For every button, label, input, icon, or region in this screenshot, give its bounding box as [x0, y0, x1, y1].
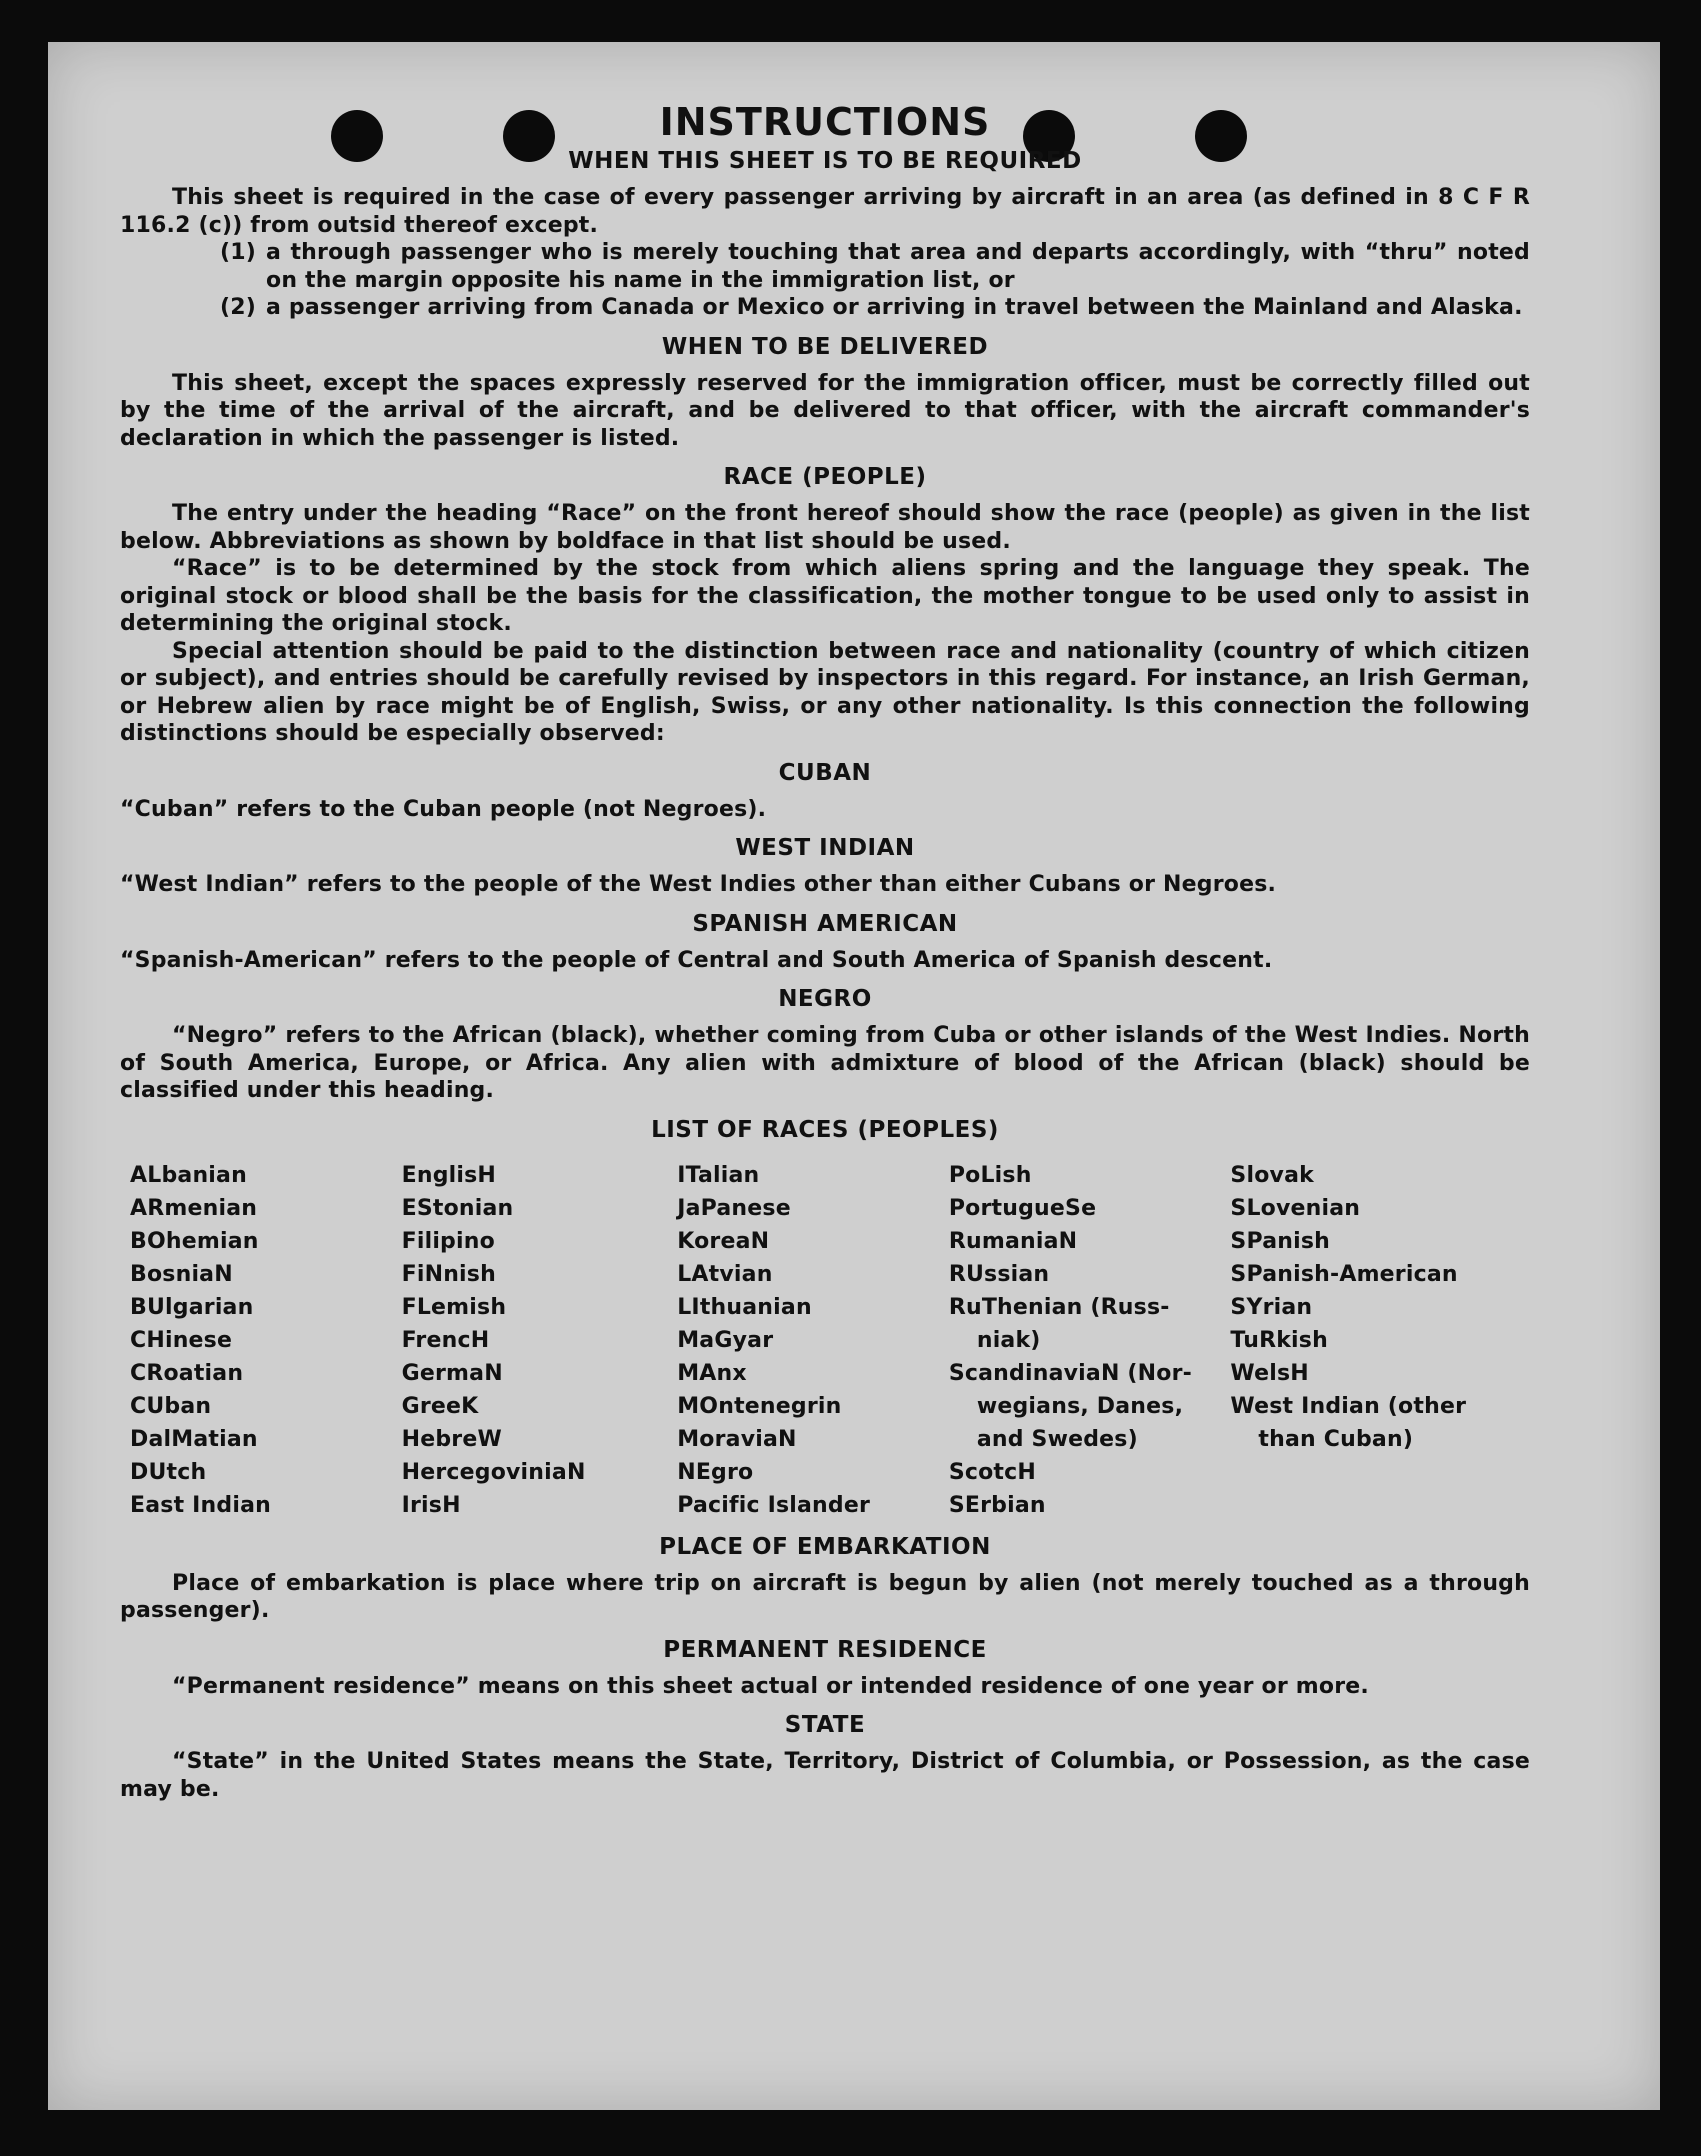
- paragraph-race-1: The entry under the heading “Race” on the front hereof should show the race (people) as given in the list below. Abbreviations as shown by boldface in that list should be used.: [120, 501, 1530, 554]
- race-list-item: FrencH: [401, 1327, 490, 1353]
- heading-state: STATE: [784, 1712, 866, 1738]
- race-list-item: FiNnish: [401, 1261, 496, 1287]
- race-list-item: SErbian: [948, 1492, 1046, 1518]
- race-list-item: RumaniaN: [948, 1228, 1078, 1254]
- race-list-item: SYrian: [1230, 1294, 1313, 1320]
- race-list-item: ARmenian: [130, 1195, 258, 1221]
- race-list-item: RuThenian (Russ-: [948, 1294, 1170, 1320]
- paragraph-embarkation: Place of embarkation is place where trip on aircraft is begun by alien (not merely touched as a through passenger).: [120, 1570, 1530, 1623]
- exception-item: [220, 239, 1530, 294]
- race-list-item: JaPanese: [677, 1195, 791, 1221]
- race-list-item: DUtch: [130, 1459, 207, 1485]
- race-list-item: PortugueSe: [948, 1195, 1097, 1221]
- race-list-item: LIthuanian: [677, 1294, 812, 1320]
- race-column: [677, 1159, 949, 1522]
- race-list-item: East Indian: [130, 1492, 271, 1518]
- race-list-item: MoraviaN: [677, 1426, 797, 1452]
- paragraph-race-3: Special attention should be paid to the distinction between race and nationality (country of which citizen or subject), and entries should be carefully revised by inspectors in this regard. For instance, an Irish German, or Hebrew alien by race might be of English, Swiss, or any other nationality. Is this connection the following distinctions should be especially observed:: [120, 638, 1530, 746]
- race-list-item: CHinese: [130, 1327, 233, 1353]
- item-number: (2): [220, 295, 257, 320]
- paragraph-when-delivered: This sheet, except the spaces expressly reserved for the immigration officer, must be correctly filled out by the time of the arrival of the aircraft, and be delivered to that officer, with the aircraft commander's declaration in which the passenger is listed.: [120, 370, 1530, 451]
- heading-list-of-races: LIST OF RACES (PEOPLES): [651, 1116, 999, 1143]
- race-column: [130, 1159, 402, 1522]
- race-list-item: GermaN: [401, 1360, 503, 1386]
- race-list-item: SLovenian: [1230, 1195, 1361, 1221]
- race-list-item: DalMatian: [130, 1426, 258, 1452]
- race-list-item: WelsH: [1230, 1360, 1309, 1386]
- race-column: [402, 1159, 678, 1522]
- paragraph-spanish-american: “Spanish-American” refers to the people of Central and South America of Spanish descent.: [120, 947, 1273, 973]
- race-list-item: Pacific Islander: [677, 1492, 871, 1518]
- race-list-item: PoLish: [948, 1162, 1032, 1188]
- paragraph-race-2: “Race” is to be determined by the stock from which aliens spring and the language they speak. The original stock or blood shall be the basis for the classification, the mother tongue to be used only to assist in determining the original stock.: [120, 556, 1530, 636]
- race-list-item: and Swedes): [976, 1426, 1138, 1452]
- heading-spanish-american: SPANISH AMERICAN: [692, 910, 958, 937]
- race-list-item: LAtvian: [677, 1261, 773, 1287]
- heading-negro: NEGRO: [778, 986, 872, 1012]
- race-column: [1230, 1159, 1530, 1522]
- heading-when-delivered: WHEN TO BE DELIVERED: [661, 333, 989, 360]
- race-column: [949, 1159, 1231, 1522]
- heading-race: RACE (PEOPLE): [723, 464, 927, 490]
- page-title: INSTRUCTIONS: [659, 100, 991, 144]
- item-number: (1): [220, 240, 257, 265]
- race-list-item: MOntenegrin: [677, 1393, 842, 1419]
- heading-west-indian: WEST INDIAN: [735, 835, 915, 861]
- race-list-item: West Indian (other: [1230, 1393, 1467, 1419]
- race-list: [130, 1159, 1530, 1522]
- race-list-item: ALbanian: [130, 1162, 247, 1188]
- race-list-item: HercegoviniaN: [401, 1459, 586, 1485]
- race-list-item: ScotcH: [948, 1459, 1036, 1485]
- race-list-item: KoreaN: [677, 1228, 770, 1254]
- race-list-item: SPanish-American: [1230, 1261, 1458, 1287]
- paragraph-state: “State” in the United States means the State, Territory, District of Columbia, or Possession, as the case may be.: [120, 1749, 1530, 1802]
- race-list-item: EnglisH: [401, 1162, 497, 1188]
- race-list-item: niak): [976, 1327, 1041, 1353]
- paragraph-permanent-residence: “Permanent residence” means on this sheet actual or intended residence of one year or more.: [172, 1673, 1369, 1699]
- race-list-item: than Cuban): [1258, 1426, 1414, 1452]
- race-list-item: RUssian: [948, 1261, 1050, 1287]
- paragraph-when-required: This sheet is required in the case of every passenger arriving by aircraft in an area (as defined in 8 C F R 116.2 (c)) from outsid thereof except.: [120, 185, 1530, 238]
- race-list-item: CRoatian: [130, 1360, 244, 1386]
- heading-cuban: CUBAN: [778, 759, 872, 786]
- race-list-item: BUlgarian: [130, 1294, 254, 1320]
- item-text: a through passenger who is merely touching that area and departs accordingly, with “thru” noted on the margin opposite his name in the immigration list, or: [266, 240, 1530, 293]
- race-list-item: EStonian: [401, 1195, 514, 1221]
- paragraph-negro: “Negro” refers to the African (black), whether coming from Cuba or other islands of the West Indies. North of South America, Europe, or Africa. Any alien with admixture of blood of the African (black) should be classified under this heading.: [120, 1023, 1530, 1103]
- race-list-item: FLemish: [401, 1294, 507, 1320]
- race-list-item: SPanish: [1230, 1228, 1331, 1254]
- race-list-item: HebreW: [401, 1426, 502, 1452]
- heading-permanent-residence: PERMANENT RESIDENCE: [663, 1636, 987, 1663]
- exception-item: [220, 294, 1530, 322]
- race-list-item: CUban: [130, 1393, 212, 1419]
- race-list-item: MaGyar: [677, 1327, 774, 1353]
- race-list-item: NEgro: [677, 1459, 754, 1485]
- heading-when-required: WHEN THIS SHEET IS TO BE REQUIRED: [568, 148, 1082, 174]
- race-list-item: wegians, Danes,: [976, 1393, 1184, 1419]
- item-text: a passenger arriving from Canada or Mexico or arriving in travel between the Mainland and Alaska.: [266, 295, 1523, 320]
- document-content: [120, 98, 1530, 1803]
- race-list-item: ITalian: [677, 1162, 760, 1188]
- paragraph-west-indian: “West Indian” refers to the people of the West Indies other than either Cubans or Negroes.: [120, 872, 1277, 897]
- heading-embarkation: PLACE OF EMBARKATION: [659, 1533, 991, 1560]
- race-list-item: IrisH: [401, 1492, 461, 1518]
- race-list-item: ScandinaviaN (Nor-: [948, 1360, 1192, 1386]
- race-list-item: MAnx: [677, 1360, 747, 1386]
- paragraph-cuban: “Cuban” refers to the Cuban people (not Negroes).: [120, 796, 767, 822]
- race-list-item: GreeK: [401, 1393, 479, 1419]
- race-list-item: Slovak: [1230, 1162, 1314, 1188]
- race-list-item: TuRkish: [1230, 1327, 1328, 1353]
- race-list-item: BosniaN: [130, 1261, 233, 1287]
- race-list-item: BOhemian: [130, 1228, 259, 1254]
- race-list-item: Filipino: [401, 1228, 495, 1254]
